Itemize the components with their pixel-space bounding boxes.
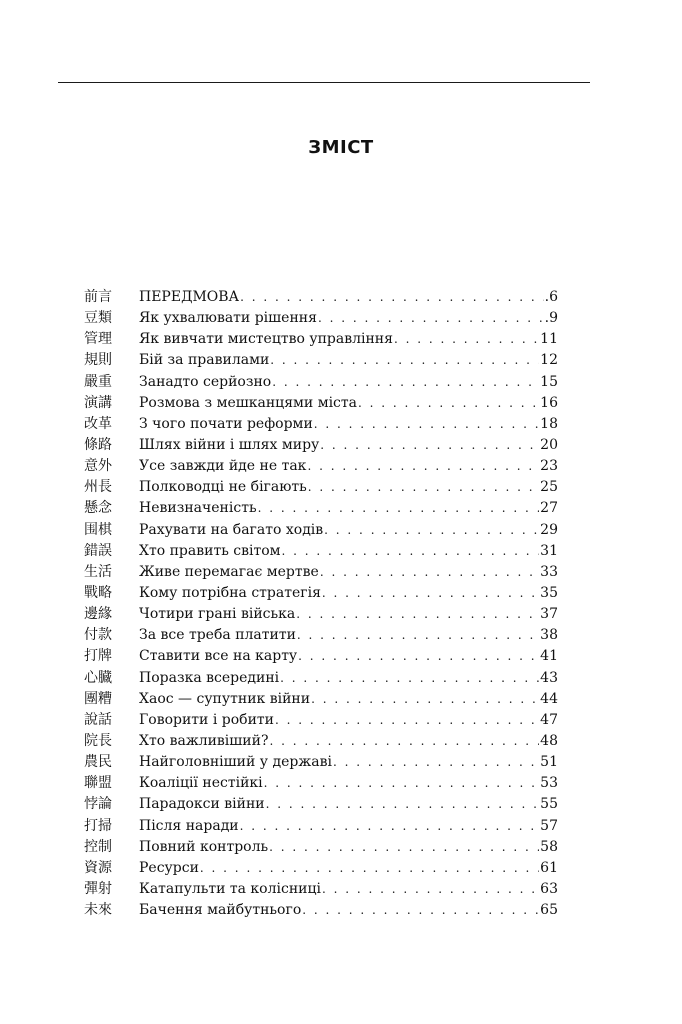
- toc-entry-page-number: 29: [540, 521, 558, 538]
- toc-entry-glyph: 規則: [84, 352, 112, 369]
- toc-entry-page-number: 43: [540, 669, 558, 686]
- toc-entry-title: Після наради: [139, 817, 239, 834]
- toc-entry-page-number: 27: [540, 500, 558, 517]
- toc-entry-page-number: .6: [544, 289, 558, 305]
- toc-entry-glyph: 嚴重: [84, 373, 112, 390]
- toc-entry-title: Хаос — супутник війни: [139, 690, 311, 707]
- toc-dot-leader: [314, 414, 539, 435]
- toc-entry-page-number: 18: [540, 415, 558, 432]
- toc-entry-glyph: 資源: [84, 859, 112, 876]
- toc-entry-title: Коаліції нестійкі: [139, 775, 263, 792]
- toc-entry-page-number: 25: [540, 479, 558, 496]
- toc-dot-leader: [358, 393, 539, 414]
- toc-entry[interactable]: [84, 625, 558, 646]
- toc-entry[interactable]: [84, 794, 558, 815]
- toc-entry[interactable]: [84, 646, 558, 667]
- toc-entry-title: Живе перемагає мертве: [139, 563, 319, 580]
- toc-entry[interactable]: [84, 308, 558, 329]
- toc-entry-glyph: 前言: [84, 289, 112, 305]
- toc-entry-page-number: 15: [540, 373, 558, 390]
- toc-entry-page-number: 44: [540, 690, 558, 707]
- toc-entry-page-number: 33: [540, 563, 558, 580]
- toc-dot-leader: [296, 604, 539, 625]
- toc-entry[interactable]: [84, 879, 558, 900]
- toc-entry-page-number: 23: [540, 458, 558, 475]
- toc-entry-title: Повний контроль: [139, 838, 269, 855]
- top-rule: [58, 82, 590, 83]
- toc-dot-leader: [320, 562, 539, 583]
- toc-entry-glyph: 彈射: [84, 880, 112, 897]
- toc-entry-title: Розмова з мешканцями міста: [139, 394, 357, 411]
- toc-dot-leader: [318, 308, 544, 329]
- toc-entry-title: Шлях війни і шлях миру: [139, 436, 320, 453]
- toc-entry-title: Поразка всередині: [139, 669, 280, 686]
- toc-entry-page-number: 37: [540, 606, 558, 623]
- toc-entry-page-number: 48: [540, 732, 558, 749]
- toc-dot-leader: [307, 456, 539, 477]
- toc-entry-glyph: 條路: [84, 436, 112, 453]
- toc-entry-page-number: .9: [544, 310, 558, 327]
- toc-entry-title: Рахувати на багато ходів: [139, 521, 324, 538]
- toc-entry-page-number: 12: [540, 352, 558, 369]
- toc-entry[interactable]: [84, 604, 558, 625]
- toc-dot-leader: [297, 625, 539, 646]
- toc-entry-glyph: 說話: [84, 711, 112, 728]
- toc-dot-leader: [258, 498, 540, 519]
- toc-entry-page-number: 20: [540, 436, 558, 453]
- toc-entry[interactable]: [84, 752, 558, 773]
- toc-dot-leader: [272, 372, 539, 393]
- toc-dot-leader: [275, 710, 539, 731]
- toc-entry[interactable]: [84, 287, 558, 308]
- toc-entry-title: Як вивчати мистецтво управління: [139, 331, 393, 348]
- toc-entry-title: Ставити все на карту: [139, 648, 298, 665]
- toc-entry[interactable]: [84, 773, 558, 794]
- toc-entry[interactable]: [84, 731, 558, 752]
- toc-entry[interactable]: [84, 435, 558, 456]
- toc-entry-page-number: 61: [540, 859, 558, 876]
- toc-entry-page-number: 57: [540, 817, 558, 834]
- toc-entry-title: За все треба платити: [139, 627, 296, 644]
- toc-entry[interactable]: [84, 689, 558, 710]
- toc-entry-glyph: 意外: [84, 458, 112, 475]
- toc-dot-leader: [322, 879, 539, 900]
- toc-dot-leader: [266, 794, 540, 815]
- toc-entry-glyph: 心臓: [84, 669, 112, 686]
- toc-entry-title: Бачення майбутнього: [139, 902, 302, 919]
- toc-entry[interactable]: [84, 350, 558, 371]
- toc-dot-leader: [298, 646, 539, 667]
- toc-entry-title: Чотири грані війська: [139, 606, 296, 623]
- toc-entry[interactable]: [84, 477, 558, 498]
- toc-entry-glyph: 管理: [84, 331, 112, 348]
- toc-entry-page-number: 53: [540, 775, 558, 792]
- toc-entry-page-number: 11: [540, 331, 558, 348]
- toc-entry[interactable]: [84, 858, 558, 879]
- toc-entry-glyph: 豆類: [84, 310, 112, 327]
- toc-entry[interactable]: [84, 498, 558, 519]
- toc-entry-title: Бій за правилами: [139, 352, 270, 369]
- toc-entry-glyph: 邊緣: [84, 606, 112, 623]
- toc-entry[interactable]: [84, 456, 558, 477]
- toc-entry-title: ПЕРЕДМОВА: [139, 289, 240, 305]
- toc-entry-title: Кому потрібна стратегія: [139, 584, 321, 601]
- toc-dot-leader: [200, 858, 539, 879]
- toc-entry-title: Хто править світом: [139, 542, 281, 559]
- toc-entry-title: Невизначеність: [139, 500, 257, 517]
- toc-entry-title: Хто важливіший?: [139, 732, 269, 749]
- toc-entry-page-number: 55: [540, 796, 558, 813]
- toc-entry-glyph: 院長: [84, 732, 112, 749]
- toc-dot-leader: [322, 583, 539, 604]
- toc-entry[interactable]: [84, 816, 558, 837]
- toc-entry[interactable]: [84, 372, 558, 393]
- toc-entry-title: Усе завжди йде не так: [139, 458, 307, 475]
- toc-entry-title: Як ухвалювати рішення: [139, 310, 317, 327]
- toc-entry-page-number: 65: [540, 902, 558, 919]
- toc-dot-leader: [264, 773, 540, 794]
- toc-entry-title: Найголовніший у державі: [139, 754, 332, 771]
- toc-entry-title: Катапульти та колісниці: [139, 880, 321, 897]
- toc-entry-glyph: 改革: [84, 415, 112, 432]
- toc-dot-leader: [280, 668, 539, 689]
- toc-entry[interactable]: [84, 837, 558, 858]
- toc-entry[interactable]: [84, 562, 558, 583]
- toc-entry-page-number: 63: [540, 880, 558, 897]
- toc-entry-title: Занадто серйозно: [139, 373, 272, 390]
- toc-entry[interactable]: [84, 520, 558, 541]
- toc-entry-glyph: 未來: [84, 902, 112, 919]
- toc-entry-title: З чого почати реформи: [139, 415, 313, 432]
- toc-entry-glyph: 錯誤: [84, 542, 112, 559]
- toc-entry-glyph: 演講: [84, 394, 112, 411]
- toc-dot-leader: [324, 520, 539, 541]
- toc-dot-leader: [282, 541, 540, 562]
- toc-entry-page-number: 41: [540, 648, 558, 665]
- toc-dot-leader: [269, 837, 539, 858]
- toc-dot-leader: [311, 689, 539, 710]
- toc-dot-leader: [302, 900, 539, 921]
- toc-entry-glyph: 付款: [84, 627, 112, 644]
- toc-entry-title: Говорити і робити: [139, 711, 274, 728]
- toc-entry-title: Ресурси: [139, 859, 199, 876]
- toc-entry-glyph: 戰略: [84, 584, 112, 601]
- toc-entry-glyph: 農民: [84, 754, 112, 771]
- toc-entry-page-number: 31: [540, 542, 558, 559]
- toc-entry-page-number: 47: [540, 711, 558, 728]
- toc-entry-glyph: 控制: [84, 838, 112, 855]
- toc-entry-glyph: 州長: [84, 479, 112, 496]
- toc-entry[interactable]: [84, 329, 558, 350]
- toc-dot-leader: [308, 477, 539, 498]
- toc-dot-leader: [333, 752, 539, 773]
- toc-entry[interactable]: [84, 583, 558, 604]
- toc-entry-glyph: 悖論: [84, 796, 112, 813]
- toc-entry-glyph: 生活: [84, 563, 112, 580]
- table-of-contents: [84, 287, 558, 921]
- toc-entry[interactable]: [84, 414, 558, 435]
- toc-entry[interactable]: [84, 900, 558, 921]
- toc-entry[interactable]: [84, 668, 558, 689]
- toc-dot-leader: [394, 329, 539, 350]
- toc-dot-leader: [270, 350, 539, 371]
- toc-entry-glyph: 打牌: [84, 648, 112, 665]
- toc-entry[interactable]: [84, 710, 558, 731]
- toc-entry[interactable]: [84, 393, 558, 414]
- toc-entry-page-number: 16: [540, 394, 558, 411]
- toc-entry-glyph: 團糟: [84, 690, 112, 707]
- toc-entry-page-number: 58: [540, 838, 558, 855]
- toc-entry-glyph: 懸念: [84, 500, 112, 517]
- toc-dot-leader: [320, 435, 539, 456]
- toc-dot-leader: [240, 287, 543, 308]
- toc-entry-glyph: 围棋: [84, 521, 112, 538]
- toc-entry[interactable]: [84, 541, 558, 562]
- toc-entry-page-number: 35: [540, 584, 558, 601]
- toc-entry-glyph: 聯盟: [84, 775, 112, 792]
- toc-entry-page-number: 38: [540, 627, 558, 644]
- toc-entry-glyph: 打掃: [84, 817, 112, 834]
- page-title: ЗМІСТ: [308, 137, 374, 158]
- toc-entry-title: Парадокси війни: [139, 796, 265, 813]
- toc-entry-page-number: 51: [540, 754, 558, 771]
- toc-dot-leader: [240, 816, 540, 837]
- toc-entry-title: Полководці не бігають: [139, 479, 307, 496]
- toc-dot-leader: [269, 731, 539, 752]
